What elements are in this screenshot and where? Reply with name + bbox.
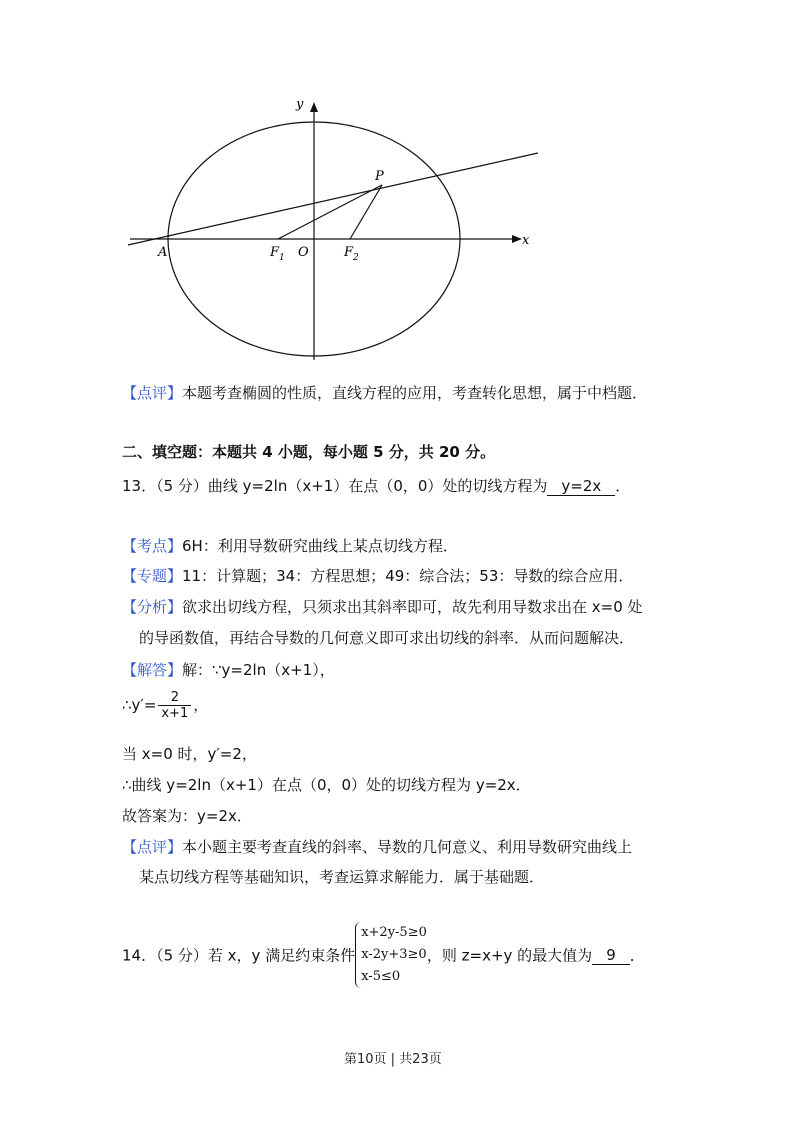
- q13-derivative: [122, 690, 208, 721]
- q14-constraint-system: [355, 922, 427, 988]
- label-F1: F: [270, 245, 280, 260]
- q13-zhuanti: [122, 565, 633, 586]
- q13-stem-suffix: ．: [615, 477, 631, 495]
- q13-fenxi-line2: 的导函数值，再结合导数的几何意义即可求出切线的斜率．从而问题解决．: [139, 629, 635, 647]
- label-O: O: [298, 245, 309, 260]
- q13-kaodian-text: 6H：利用导数研究曲线上某点切线方程．: [182, 537, 458, 555]
- x-axis-arrow-icon: [512, 235, 522, 243]
- q13-dianping-tag: 【点评】: [122, 838, 183, 856]
- q14-constraint-1: x+2y-5≥0: [361, 925, 427, 940]
- q12-comment-tag: 【点评】: [122, 384, 183, 402]
- deriv-prefix: ∴y′=: [122, 696, 157, 714]
- label-F2: F: [344, 245, 354, 260]
- q13-zhuanti-text: 11：计算题；34：方程思想；49：综合法；53：导数的综合应用．: [182, 567, 634, 585]
- deriv-numerator: 2: [158, 690, 191, 706]
- deriv-denominator: x+1: [161, 706, 189, 721]
- q13-dianping-line2: 某点切线方程等基础知识，考查运算求解能力．属于基础题．: [139, 868, 545, 886]
- q13-final: 故答案为：y=2x．: [122, 807, 252, 825]
- q12-comment-text: 本题考查椭圆的性质，直线方程的应用，考查转化思想，属于中档题．: [182, 384, 648, 402]
- q14-constraint-2: x-2y+3≥0: [361, 947, 427, 962]
- q13-kaodian-tag: 【考点】: [122, 537, 183, 555]
- deriv-suffix: ，: [193, 696, 209, 714]
- q13-dianping-text1: 本小题主要考查直线的斜率、导数的几何意义、利用导数研究曲线上: [182, 838, 633, 856]
- q13-dianping-line1: [122, 836, 632, 857]
- q13-jieda-text: 解：∵y=2ln（x+1），: [182, 661, 335, 679]
- q13-fenxi-tag: 【分析】: [122, 598, 183, 616]
- q14-stem: [122, 922, 645, 988]
- label-A: A: [158, 245, 168, 260]
- q13-kaodian: [122, 535, 458, 556]
- q13-stem: [122, 475, 630, 496]
- q13-fenxi-text1: 欲求出切线方程，只须求出其斜率即可，故先利用导数求出在 x=0 处: [182, 598, 643, 616]
- label-y: y: [296, 97, 304, 112]
- q13-stem-prefix: 13．（5 分）曲线 y=2ln（x+1）在点（0，0）处的切线方程为: [122, 477, 548, 495]
- page-footer: 第10页 | 共23页: [344, 1052, 442, 1067]
- y-axis-arrow-icon: [310, 102, 318, 112]
- q13-therefore: ∴曲线 y=2ln（x+1）在点（0，0）处的切线方程为 y=2x．: [122, 776, 531, 794]
- q13-answer-blank: y=2x: [547, 477, 615, 496]
- q13-when: 当 x=0 时，y′=2，: [122, 745, 257, 763]
- label-x: x: [522, 233, 530, 248]
- ellipse-figure: [120, 90, 560, 370]
- q12-comment: [122, 382, 647, 403]
- q14-stem-mid: ，则 z=x+y 的最大值为: [426, 946, 593, 965]
- q13-jieda-tag: 【解答】: [122, 661, 183, 679]
- q14-answer-blank: 9: [592, 946, 630, 965]
- line-AP: [128, 153, 538, 245]
- label-F1-sub: 1: [279, 253, 285, 263]
- q13-zhuanti-tag: 【专题】: [122, 567, 183, 585]
- label-P: P: [375, 169, 384, 184]
- section-title: 二、填空题：本题共 4 小题，每小题 5 分，共 20 分。: [122, 443, 496, 461]
- q13-fenxi-line1: [122, 596, 643, 617]
- deriv-fraction: [158, 690, 191, 721]
- label-F2-sub: 2: [353, 253, 359, 263]
- q14-constraint-3: x-5≤0: [361, 969, 401, 984]
- q13-jieda: [122, 659, 335, 680]
- q14-stem-prefix: 14．（5 分）若 x，y 满足约束条件: [122, 946, 356, 965]
- q14-stem-suffix: ．: [629, 946, 645, 965]
